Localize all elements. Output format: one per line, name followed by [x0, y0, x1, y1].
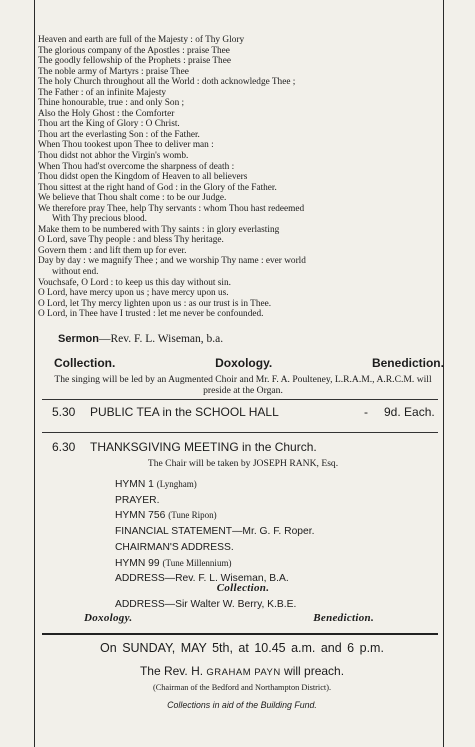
te-deum-text	[38, 35, 410, 320]
hymn-line: With Thy precious blood.	[52, 214, 147, 225]
sermon-label: Sermon	[58, 333, 99, 345]
hymn-line: Heaven and earth are full of the Majesty : of Thy Glory	[38, 35, 245, 45]
hymn-line: Make them to be numbered with Thy saints : in glory everlasting	[38, 224, 280, 235]
preacher-line: The Rev. H. GRAHAM PAYN will preach.	[139, 664, 345, 678]
closing-parts	[84, 612, 374, 624]
hymn-line: Govern them : and lift them up for ever.	[38, 245, 187, 256]
hymn-line: We believe that Thou shalt come : to be our Judge.	[38, 193, 227, 204]
tea-time: 5.30	[52, 405, 76, 419]
hymn-line: Also the Holy Ghost : the Comforter	[38, 108, 175, 119]
hymn-line: without end.	[52, 267, 99, 278]
benediction-blackletter: Benediction.	[313, 612, 374, 624]
hymn-line: The Father : of an infinite Majesty	[38, 87, 167, 98]
hymn-line: When Thou had'st overcome the sharpness of death :	[38, 161, 235, 172]
preacher-name: GRAHAM PAYN	[206, 667, 281, 678]
meeting-programme	[115, 477, 314, 587]
programme-item: HYMN 99 (Tune Millennium)	[115, 557, 232, 569]
singing-note: The singing will be led by an Augmented Choir and Mr. F. A. Poulteney, L.R.A.M., A.R.C.M. will preside at the Organ.	[54, 374, 432, 396]
hymn-line: O Lord, have mercy upon us ; have mercy upon us.	[38, 288, 229, 299]
programme-item: ADDRESS—Sir Walter W. Berry, K.B.E.	[115, 599, 297, 610]
sermon-line	[58, 333, 223, 345]
hymn-line: Thou sittest at the right hand of God : in the Glory of the Father.	[38, 182, 277, 193]
tea-text: PUBLIC TEA in the SCHOOL HALL	[90, 405, 279, 419]
divider-thick	[42, 633, 438, 635]
tea-price: 9d. Each.	[384, 405, 435, 419]
collection-blackletter: Collection.	[216, 582, 270, 594]
programme-item: FINANCIAL STATEMENT—Mr. G. F. Roper.	[115, 526, 315, 538]
sermon-preacher: —Rev. F. L. Wiseman, b.a.	[98, 333, 224, 345]
benediction-label: Benediction.	[371, 356, 444, 370]
hymn-line: Thou art the King of Glory : O Christ.	[38, 119, 180, 130]
sunday-services: On SUNDAY, MAY 5th, at 10.45 a.m. and 6 p.m.	[100, 641, 384, 655]
hymn-line: Day by day : we magnify Thee ; and we worship Thy name : ever world	[38, 256, 306, 267]
meeting-programme-cont	[115, 597, 296, 613]
hymn-line: The noble army of Martyrs : praise Thee	[38, 66, 189, 77]
programme-item: ADDRESS—Rev. F. L. Wiseman, B.A.	[115, 573, 289, 585]
programme-item: CHAIRMAN'S ADDRESS.	[115, 541, 234, 553]
hymn-line: The goodly fellowship of the Prophets : praise Thee	[38, 56, 231, 67]
programme-item: PRAYER.	[115, 494, 160, 506]
chair-note: The Chair will be taken by JOSEPH RANK, Esq.	[147, 458, 339, 469]
programme-item: HYMN 1 (Lyngham)	[115, 479, 197, 490]
hymn-line: The holy Church throughout all the World : doth acknowledge Thee ;	[38, 77, 296, 88]
building-fund-note: Collections in aid of the Building Fund.	[167, 700, 317, 710]
chairman-note: (Chairman of the Bedford and Northampton District).	[152, 683, 332, 692]
tea-dash: -	[364, 405, 368, 419]
hymn-line: O Lord, save Thy people : and bless Thy heritage.	[38, 235, 224, 246]
service-parts	[54, 356, 444, 370]
collection-label: Collection.	[54, 356, 116, 370]
hymn-line: O Lord, let Thy mercy lighten upon us : as our trust is in Thee.	[38, 298, 272, 309]
meeting-time: 6.30	[52, 440, 76, 454]
hymn-line: We therefore pray Thee, help Thy servants : whom Thou hast redeemed	[38, 203, 305, 214]
hymn-line: Vouchsafe, O Lord : to keep us this day without sin.	[38, 277, 231, 288]
hymn-line: The glorious company of the Apostles : praise Thee	[38, 45, 230, 56]
hymn-line: Thine honourable, true : and only Son ;	[38, 98, 185, 109]
hymn-line: Thou art the everlasting Son : of the Father.	[38, 129, 200, 140]
hymn-line: Thou didst open the Kingdom of Heaven to all believers	[38, 172, 248, 183]
programme-item: HYMN 756 (Tune Ripon)	[115, 510, 217, 522]
hymn-line: When Thou tookest upon Thee to deliver man :	[38, 140, 214, 151]
doxology-label: Doxology.	[215, 356, 273, 370]
doxology-blackletter: Doxology.	[84, 612, 133, 624]
divider	[42, 399, 438, 400]
divider	[42, 432, 438, 433]
hymn-line: Thou didst not abhor the Virgin's womb.	[38, 151, 189, 162]
hymn-line: O Lord, in Thee have I trusted : let me never be confounded.	[38, 309, 264, 320]
meeting-title: THANKSGIVING MEETING in the Church.	[90, 440, 317, 454]
